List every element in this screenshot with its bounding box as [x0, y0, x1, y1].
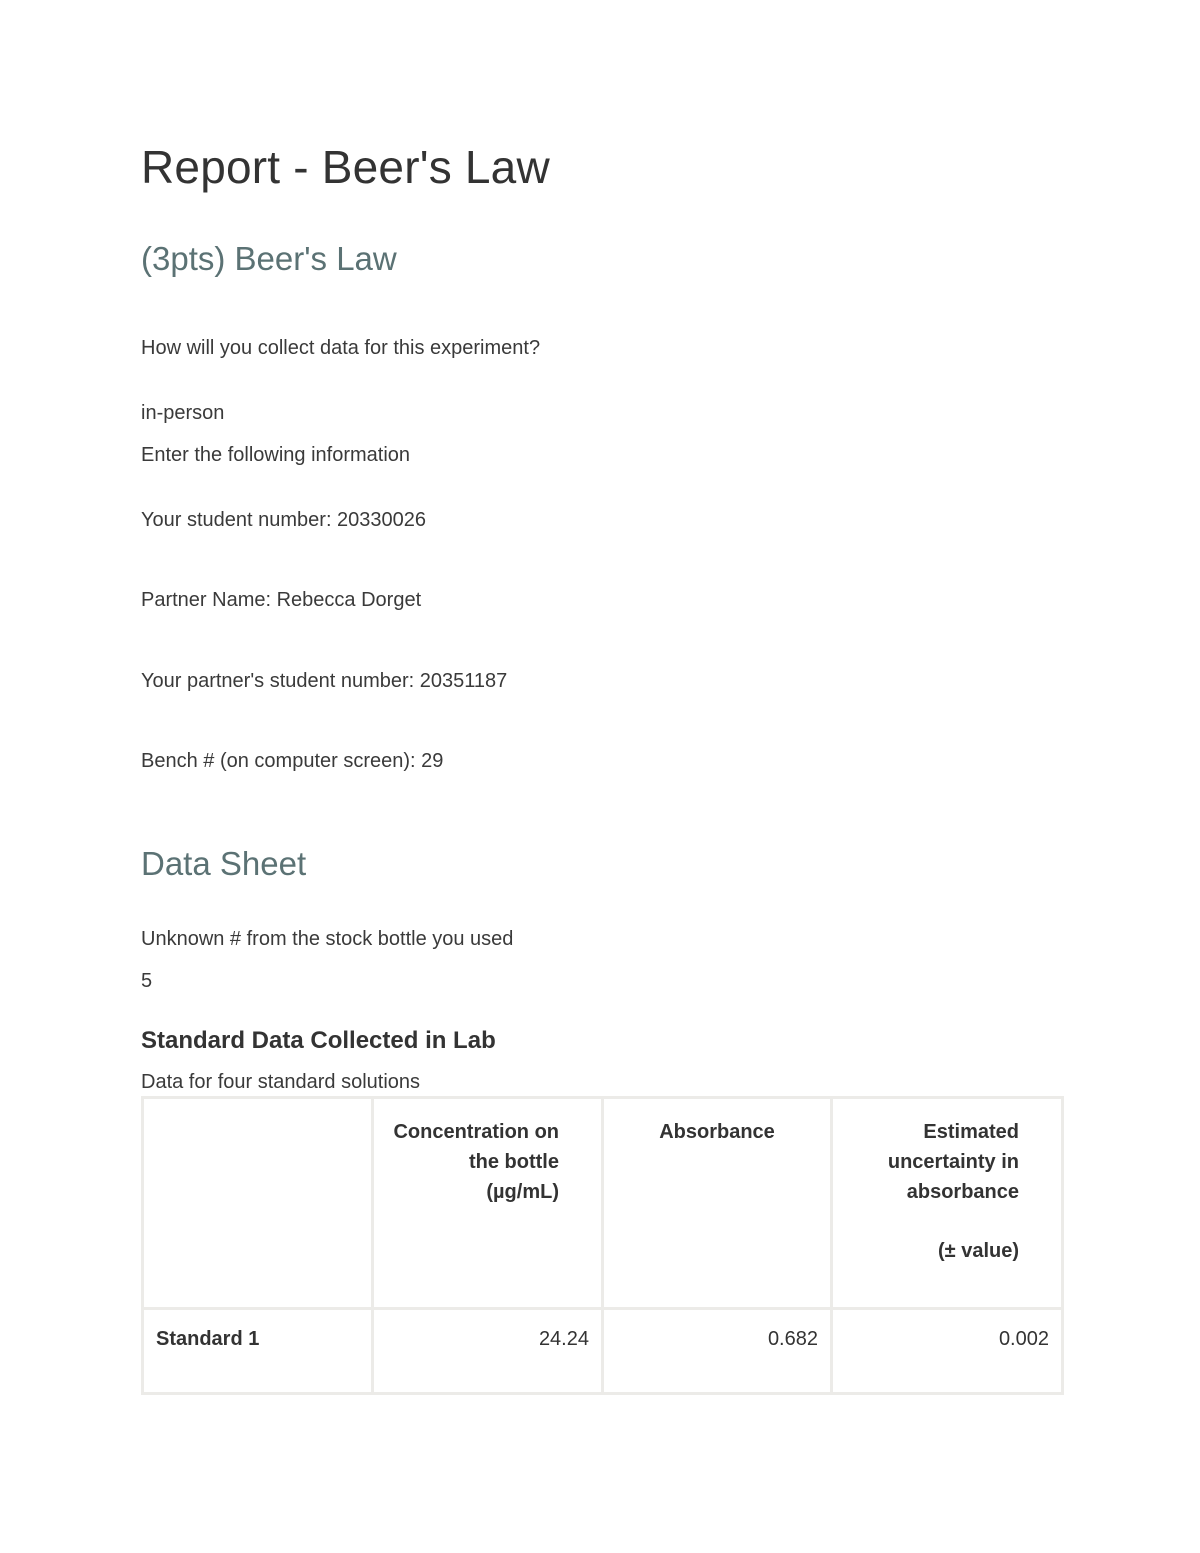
header-uncertainty-line4: (± value): [938, 1240, 1019, 1262]
table-row: [143, 1309, 1063, 1394]
header-uncertainty-line3: absorbance: [906, 1181, 1019, 1203]
collection-question: How will you collect data for this experiment?: [141, 337, 541, 359]
document-title: Report - Beer's Law: [141, 141, 550, 193]
header-uncertainty: [832, 1098, 1063, 1309]
bench-number: Bench # (on computer screen): 29: [141, 750, 444, 772]
header-absorbance: Absorbance: [603, 1098, 832, 1309]
unknown-label: Unknown # from the stock bottle you used: [141, 928, 514, 950]
header-uncertainty-line2: uncertainty in: [887, 1151, 1019, 1173]
header-concentration: [373, 1098, 603, 1309]
table-header-row: [143, 1098, 1063, 1309]
cell-absorbance: 0.682: [603, 1309, 832, 1394]
partner-name: Partner Name: Rebecca Dorget: [141, 589, 422, 611]
section-heading-beers-law: (3pts) Beer's Law: [141, 240, 397, 277]
collection-answer: in-person: [141, 402, 225, 424]
header-uncertainty-line1: Estimated: [923, 1121, 1019, 1143]
header-concentration-line3: (µg/mL): [486, 1181, 559, 1203]
row-label: Standard 1: [143, 1309, 373, 1394]
cell-concentration: 24.24: [373, 1309, 603, 1394]
student-number: Your student number: 20330026: [141, 509, 427, 531]
header-concentration-line2: the bottle: [469, 1151, 559, 1173]
table-caption: Data for four standard solutions: [141, 1071, 421, 1093]
info-prompt: Enter the following information: [141, 444, 411, 466]
cell-uncertainty: 0.002: [832, 1309, 1063, 1394]
standard-data-table: [141, 1096, 1064, 1395]
header-concentration-line1: Concentration on: [393, 1121, 559, 1143]
header-blank-cell: [143, 1098, 373, 1309]
unknown-value: 5: [141, 970, 153, 992]
section-heading-data-sheet: Data Sheet: [141, 845, 307, 882]
standard-data-subheading: Standard Data Collected in Lab: [141, 1027, 496, 1054]
partner-student-number: Your partner's student number: 20351187: [141, 670, 508, 692]
